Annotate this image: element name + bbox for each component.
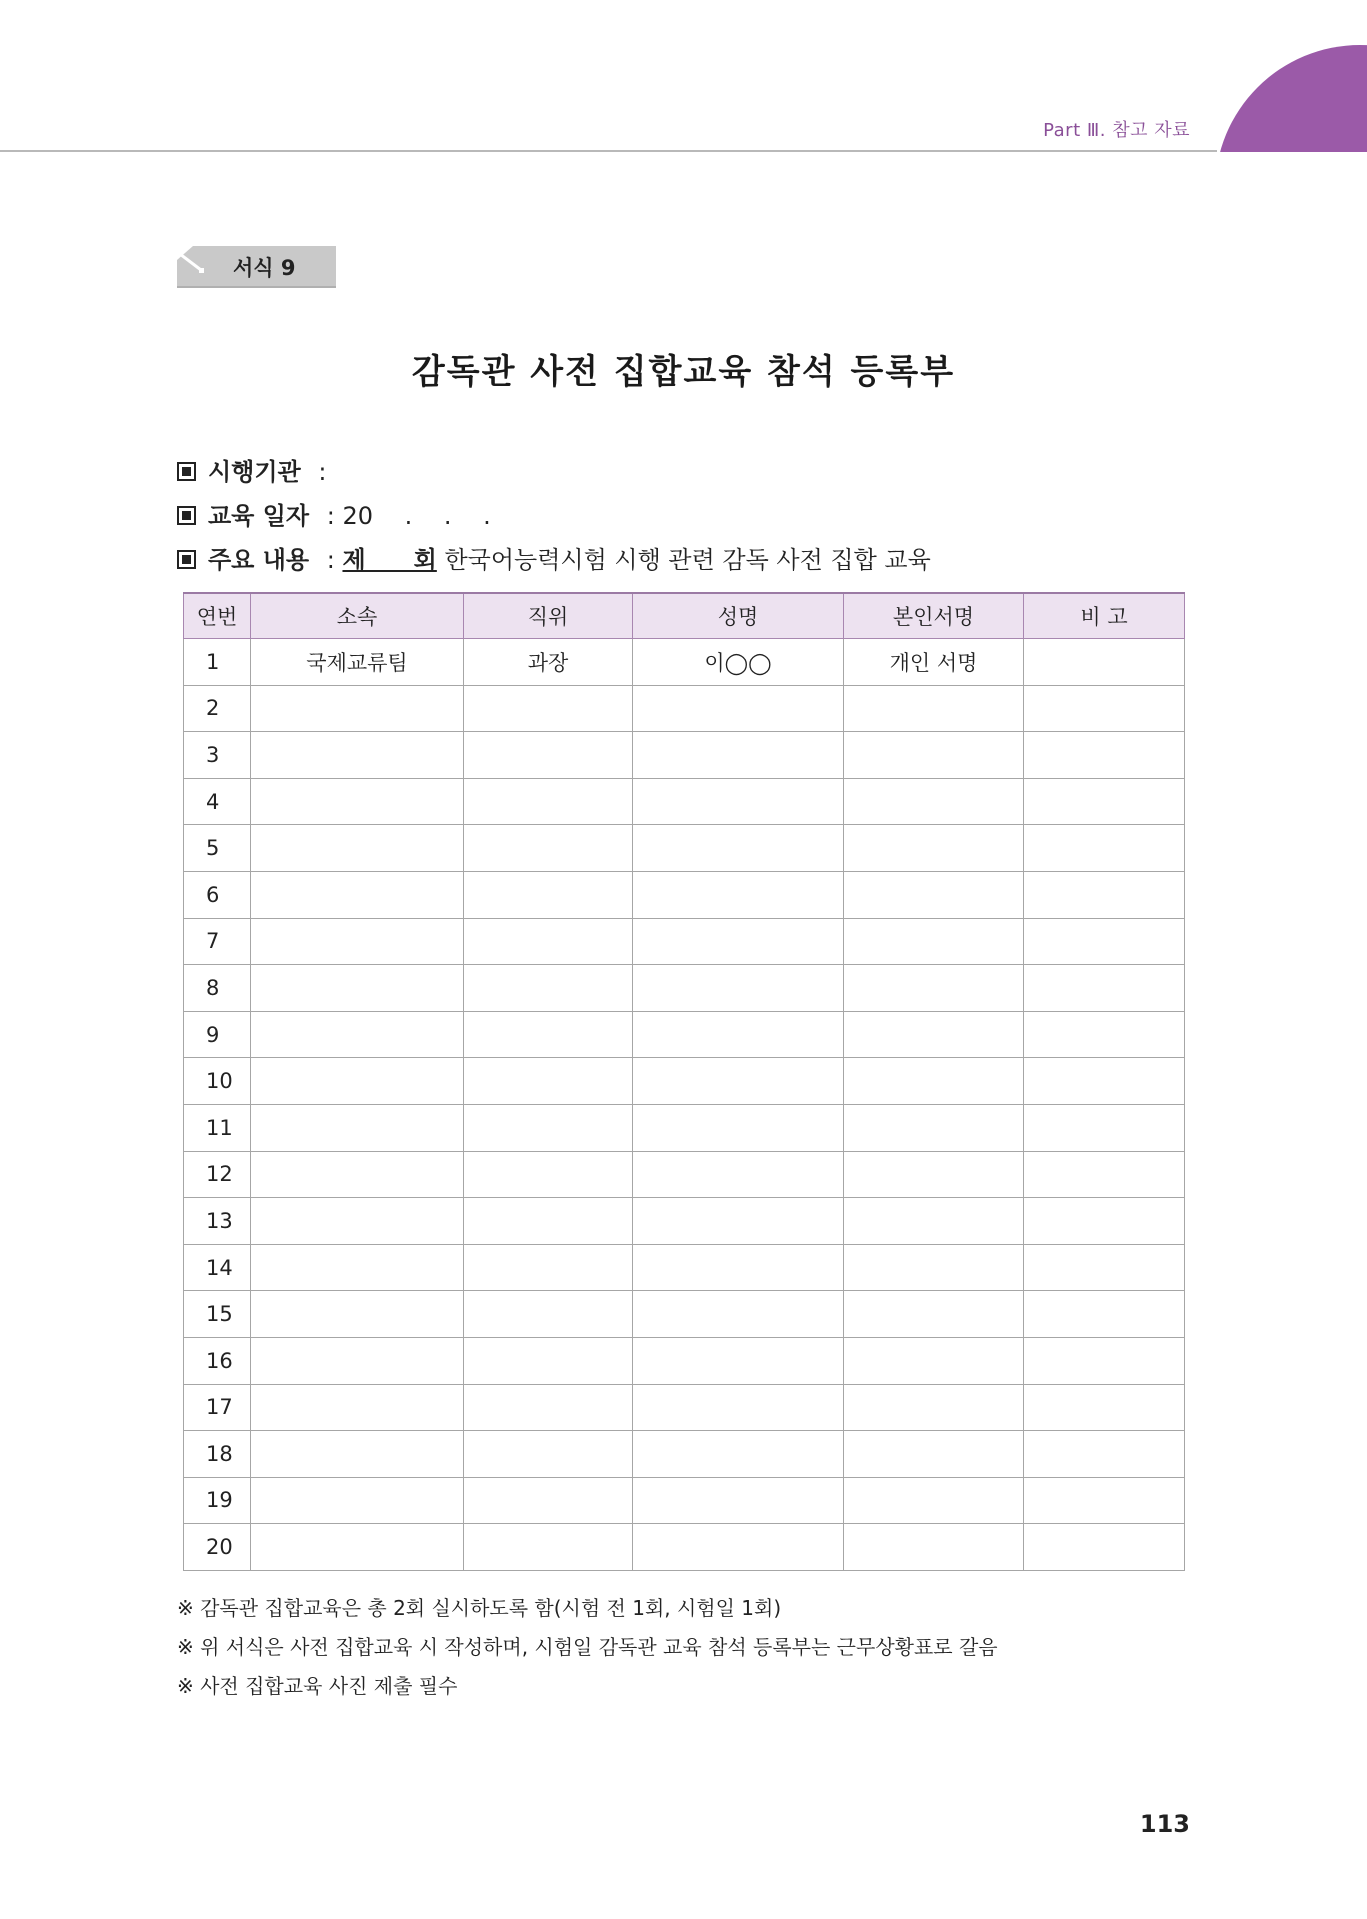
cell-position [464,825,633,872]
cell-signature [844,685,1024,732]
note-3: ※ 사전 집합교육 사진 제출 필수 [177,1674,458,1698]
table-row [184,1058,1185,1105]
cell-no: 1 [184,639,251,686]
cell-remarks [1024,1524,1185,1571]
table-row [184,1198,1185,1245]
cell-remarks [1024,1058,1185,1105]
cell-name [633,1431,844,1478]
cell-signature [844,1477,1024,1524]
cell-position [464,1151,633,1198]
cell-name [633,1337,844,1384]
cell-affiliation [251,918,464,965]
cell-affiliation [251,1058,464,1105]
cell-remarks [1024,825,1185,872]
cell-signature [844,825,1024,872]
cell-remarks [1024,732,1185,779]
cell-signature [844,1198,1024,1245]
cell-name [633,685,844,732]
cell-affiliation: 국제교류팀 [251,639,464,686]
cell-remarks [1024,918,1185,965]
cell-remarks [1024,1384,1185,1431]
cell-position [464,1337,633,1384]
cell-signature [844,732,1024,779]
table-row [184,1011,1185,1058]
cell-position [464,1011,633,1058]
cell-position [464,918,633,965]
cell-position [464,1244,633,1291]
cell-remarks [1024,1337,1185,1384]
cell-name [633,1151,844,1198]
table-body [184,639,1185,1571]
cell-no: 5 [184,825,251,872]
cell-signature [844,1524,1024,1571]
attendance-table [183,592,1185,1571]
cell-name [633,778,844,825]
header-remarks: 비 고 [1024,593,1185,639]
cell-signature [844,1384,1024,1431]
cell-name [633,965,844,1012]
part-label: Part Ⅲ. 참고 자료 [1043,120,1190,141]
cell-remarks [1024,1244,1185,1291]
cell-affiliation [251,871,464,918]
table-row [184,1151,1185,1198]
cell-no: 4 [184,778,251,825]
cell-affiliation [251,1151,464,1198]
cell-no: 12 [184,1151,251,1198]
agency-label: 시행기관 [208,458,301,486]
cell-remarks [1024,685,1185,732]
cell-affiliation [251,1104,464,1151]
cell-signature [844,1104,1024,1151]
cell-affiliation [251,1337,464,1384]
cell-remarks [1024,1431,1185,1478]
cell-signature [844,1244,1024,1291]
table-row [184,1384,1185,1431]
cell-name [633,732,844,779]
cell-name: 이◯◯ [633,639,844,686]
cell-no: 8 [184,965,251,1012]
cell-name [633,1058,844,1105]
cell-name [633,1244,844,1291]
header-name: 성명 [633,593,844,639]
header-rule [0,150,1217,152]
form-tag-label: 서식 9 [233,256,296,280]
cell-no: 2 [184,685,251,732]
cell-affiliation [251,1477,464,1524]
content-round: 제 회 [342,546,437,574]
cell-name [633,1524,844,1571]
cell-remarks [1024,1104,1185,1151]
cell-remarks [1024,965,1185,1012]
cell-affiliation [251,1384,464,1431]
cell-affiliation [251,778,464,825]
table-row [184,732,1185,779]
content-label: 주요 내용 [208,546,310,574]
table-row [184,965,1185,1012]
cell-signature [844,918,1024,965]
table-row [184,639,1185,686]
table-row [184,825,1185,872]
square-bullet-icon [177,462,196,481]
table-header-row [184,593,1185,639]
cell-signature [844,871,1024,918]
cell-position [464,685,633,732]
cell-position [464,778,633,825]
cell-position [464,732,633,779]
cell-no: 17 [184,1384,251,1431]
cell-position [464,1431,633,1478]
table-row [184,1431,1185,1478]
date-label: 교육 일자 [208,502,310,530]
cell-remarks [1024,1291,1185,1338]
cell-name [633,1104,844,1151]
table-row [184,1337,1185,1384]
info-agency [177,452,326,487]
cell-position [464,871,633,918]
header-decoration-mask [1180,152,1367,352]
table-row [184,871,1185,918]
cell-no: 9 [184,1011,251,1058]
cell-name [633,1291,844,1338]
cell-affiliation [251,825,464,872]
cell-position [464,1198,633,1245]
content-text: 한국어능력시험 시행 관련 감독 사전 집합 교육 [444,546,931,574]
header-signature: 본인서명 [844,593,1024,639]
form-number-tag [177,246,336,288]
cell-affiliation [251,1431,464,1478]
cell-no: 16 [184,1337,251,1384]
cell-affiliation [251,1244,464,1291]
note-1: ※ 감독관 집합교육은 총 2회 실시하도록 함(시험 전 1회, 시험일 1회) [177,1596,782,1620]
cell-signature [844,1431,1024,1478]
note-2: ※ 위 서식은 사전 집합교육 시 작성하며, 시험일 감독관 교육 참석 등록부는 근무상황표로 갈음 [177,1635,998,1659]
cell-affiliation [251,1198,464,1245]
cell-position [464,965,633,1012]
cell-no: 15 [184,1291,251,1338]
header-position: 직위 [464,593,633,639]
cell-name [633,1011,844,1058]
cell-remarks [1024,1151,1185,1198]
cell-signature [844,1291,1024,1338]
date-value: : 20 . . . [326,502,491,530]
info-content [177,540,931,575]
cell-remarks [1024,1198,1185,1245]
cell-affiliation [251,1524,464,1571]
cell-signature [844,1058,1024,1105]
cell-affiliation [251,965,464,1012]
cell-no: 18 [184,1431,251,1478]
cell-position [464,1384,633,1431]
cell-position [464,1058,633,1105]
cell-name [633,871,844,918]
cell-no: 13 [184,1198,251,1245]
cell-name [633,1477,844,1524]
cell-remarks [1024,871,1185,918]
cell-no: 14 [184,1244,251,1291]
table-row [184,1477,1185,1524]
cell-remarks [1024,778,1185,825]
cell-signature [844,965,1024,1012]
cell-remarks [1024,639,1185,686]
cell-no: 11 [184,1104,251,1151]
cell-position [464,1477,633,1524]
table-row [184,1291,1185,1338]
cell-signature [844,1337,1024,1384]
cell-no: 19 [184,1477,251,1524]
table-row [184,778,1185,825]
header-affiliation: 소속 [251,593,464,639]
info-date [177,496,491,531]
cell-signature: 개인 서명 [844,639,1024,686]
cell-no: 7 [184,918,251,965]
cell-affiliation [251,1011,464,1058]
cell-position [464,1524,633,1571]
content-separator: : [326,546,335,574]
table-row [184,1104,1185,1151]
cell-position: 과장 [464,639,633,686]
cell-no: 10 [184,1058,251,1105]
cell-signature [844,1011,1024,1058]
header-no: 연번 [184,593,251,639]
cell-affiliation [251,1291,464,1338]
cell-name [633,918,844,965]
cell-affiliation [251,685,464,732]
cell-no: 6 [184,871,251,918]
cell-name [633,1198,844,1245]
agency-separator: : [318,458,327,486]
cell-position [464,1104,633,1151]
page-number: 113 [1139,1810,1190,1838]
cell-remarks [1024,1011,1185,1058]
table-row [184,918,1185,965]
table-row [184,685,1185,732]
cell-remarks [1024,1477,1185,1524]
cell-no: 20 [184,1524,251,1571]
page-title: 감독관 사전 집합교육 참석 등록부 [411,352,956,392]
cell-signature [844,778,1024,825]
table-row [184,1244,1185,1291]
square-bullet-icon [177,506,196,525]
cell-name [633,825,844,872]
cell-name [633,1384,844,1431]
square-bullet-icon [177,550,196,569]
cell-no: 3 [184,732,251,779]
table-row [184,1524,1185,1571]
cell-signature [844,1151,1024,1198]
cell-affiliation [251,732,464,779]
cell-position [464,1291,633,1338]
tag-corner-icon [177,246,211,286]
